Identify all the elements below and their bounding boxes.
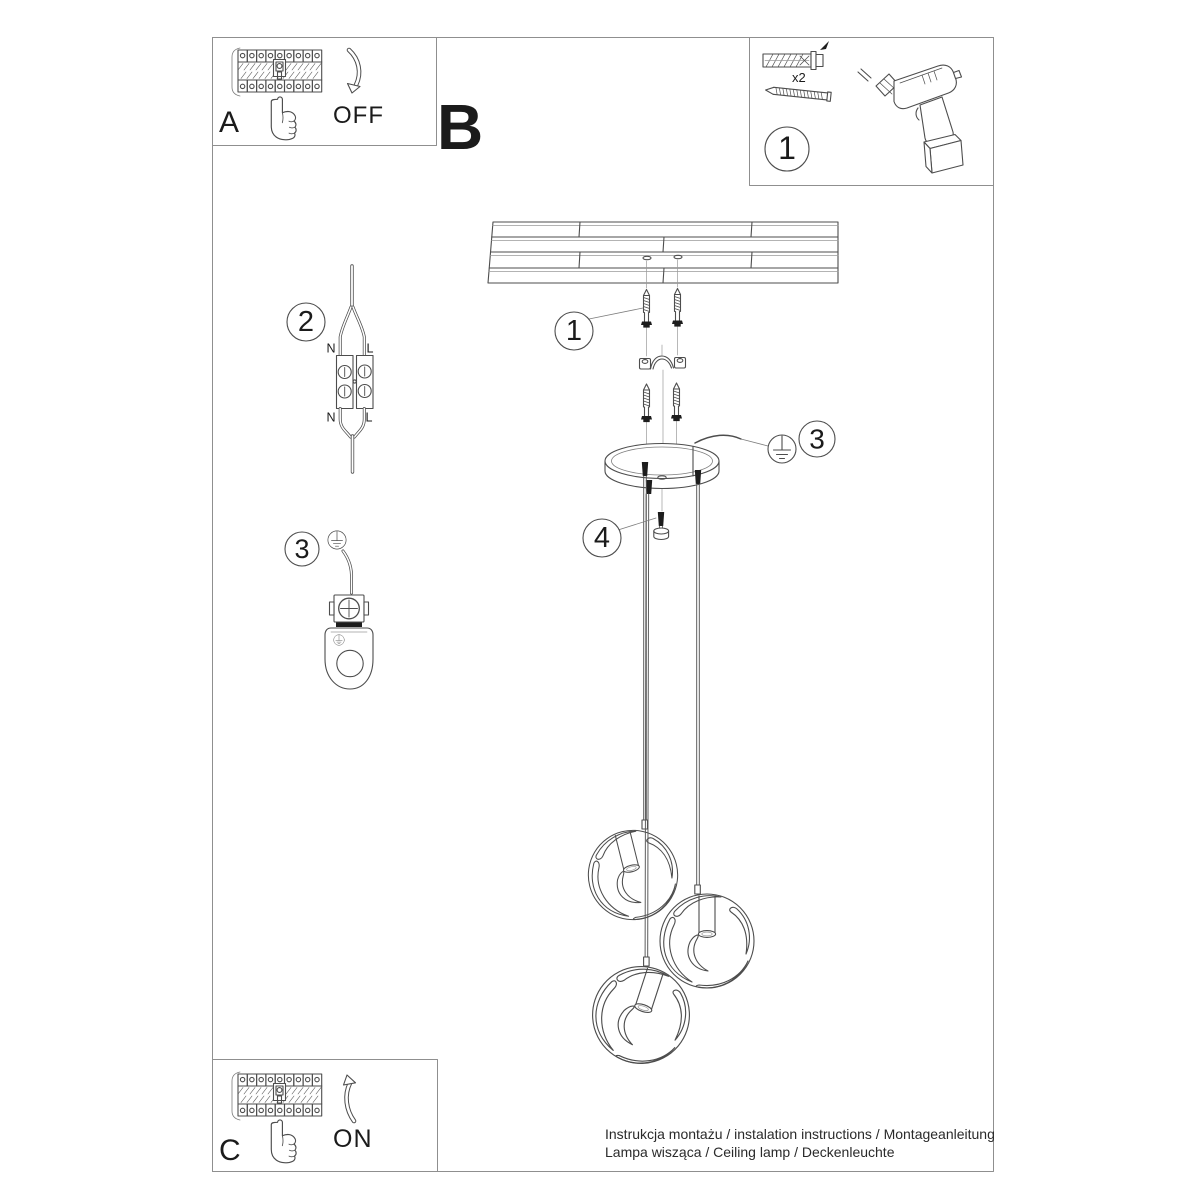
mounting-bracket-icon: [640, 356, 686, 369]
earth-clamp-diagram: [325, 531, 373, 689]
canopy-illustration: [605, 444, 719, 495]
callout-number-screws: 1: [565, 314, 583, 347]
callout-leader: [741, 439, 768, 446]
callout-leader: [589, 308, 643, 319]
terminal-wiring-diagram: [337, 266, 374, 472]
pendant-cable: [697, 484, 700, 885]
panel-c-action-label: ON: [333, 1125, 373, 1153]
parts-callout-number: 1: [778, 129, 796, 166]
callout-leader: [618, 518, 656, 530]
screw-icon: [765, 86, 831, 102]
footer-line-1: Instrukcja montażu / instalation instructions / Montageanleitung: [605, 1126, 995, 1142]
earth-ground-icon: [328, 531, 346, 549]
callout-number-earth-left: 3: [294, 533, 310, 564]
neutral-label-top: N: [326, 341, 336, 356]
live-label-bottom: L: [365, 410, 373, 425]
drill-icon: [858, 65, 963, 173]
panel-c-letter: C: [219, 1134, 241, 1167]
curved-arrow-up-icon: [344, 1075, 356, 1121]
earth-ground-icon: [334, 635, 345, 646]
callout-number-earth: 3: [809, 423, 825, 455]
callout-number-terminal: 2: [297, 305, 315, 338]
pointing-hand-icon: [271, 1120, 296, 1163]
screw-icon: [672, 289, 683, 327]
screw-icon: [641, 290, 652, 328]
footer-line-2: Lampa wisząca / Ceiling lamp / Deckenleuchte: [605, 1144, 895, 1160]
dowel-quantity-label: x2: [792, 70, 806, 85]
step-b-letter: B: [437, 91, 484, 163]
live-label-top: L: [366, 341, 374, 356]
ceiling-illustration: [488, 222, 838, 283]
curved-arrow-down-icon: [348, 50, 361, 93]
callout-number-cord-grip: 4: [593, 521, 611, 554]
wall-plug-icon: [763, 41, 829, 70]
panel-a-action-label: OFF: [333, 102, 384, 129]
panel-a-letter: A: [219, 106, 240, 139]
pointing-hand-icon: [271, 97, 296, 140]
earth-wire: [695, 435, 741, 443]
pendant-sphere-icon: [660, 894, 754, 988]
screw-icon: [671, 383, 682, 421]
earth-ground-icon: [768, 435, 796, 463]
cord-grip-icon: [654, 512, 669, 539]
neutral-label-bottom: N: [326, 410, 336, 425]
screw-icon: [641, 384, 652, 422]
